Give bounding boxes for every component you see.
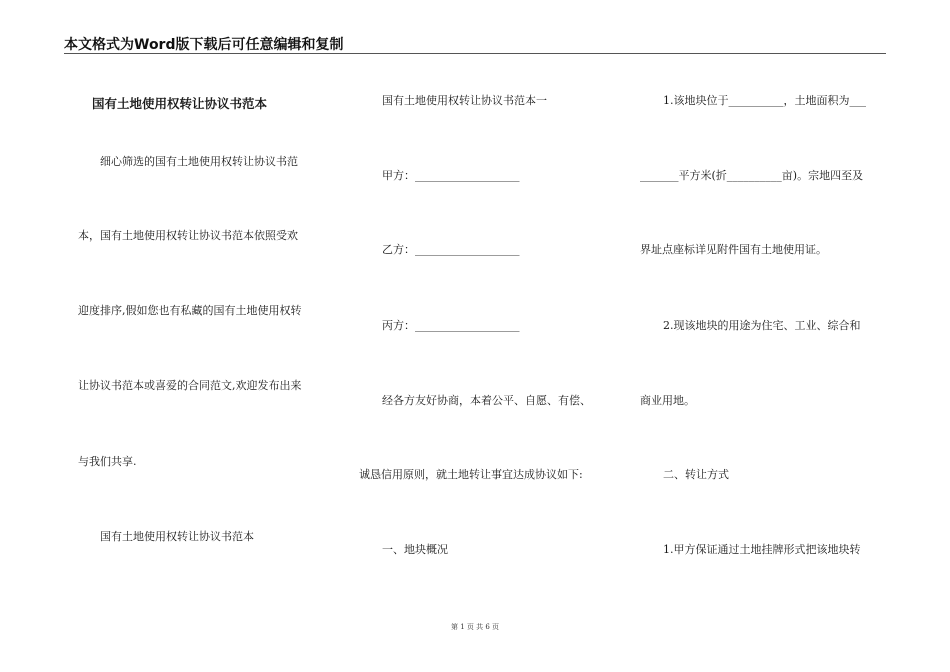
col1-line-5: 与我们共享. (78, 455, 137, 468)
col1-line-6: 国有土地使用权转让协议书范本 (100, 530, 254, 543)
col1-line-3: 迎度排序,假如您也有私藏的国有土地使用权转 (78, 304, 302, 317)
page-number: 第 1 页 共 6 页 (450, 623, 500, 631)
col3-line-5: 商业用地。 (640, 394, 695, 407)
col2-line-1: 国有土地使用权转让协议书范本一 (382, 94, 547, 107)
col3-line-1: 1.该地块位于__________，土地面积为___ (663, 94, 866, 107)
col2-line-5: 经各方友好协商，本着公平、自愿、有偿、 (382, 394, 591, 407)
col3-line-7: 1.甲方保证通过土地挂牌形式把该地块转 (663, 543, 861, 556)
col2-line-4: 丙方：___________________ (382, 319, 520, 332)
header-rule-top (64, 53, 886, 54)
col1-line-4: 让协议书范本或喜爱的合同范文,欢迎发布出来 (78, 379, 302, 392)
col2-line-2: 甲方：___________________ (382, 169, 520, 182)
document-header-title: 本文格式为Word版下载后可任意编辑和复制 (64, 37, 344, 53)
col3-line-3: 界址点座标详见附件国有土地使用证。 (640, 243, 827, 256)
col1-line-2: 本，国有土地使用权转让协议书范本依照受欢 (78, 229, 298, 242)
col1-line-1: 细心筛选的国有土地使用权转让协议书范 (100, 155, 298, 168)
col3-line-6: 二、转让方式 (663, 468, 729, 481)
col3-line-2: _______平方米(折__________亩)。宗地四至及 (640, 169, 864, 182)
col2-line-6: 诚恳信用原则，就土地转让事宜达成协议如下: (359, 468, 583, 481)
col2-line-7: 一、地块概况 (382, 543, 448, 556)
document-title: 国有土地使用权转让协议书范本 (92, 96, 268, 111)
col3-line-4: 2.现该地块的用途为住宅、工业、综合和 (663, 319, 861, 332)
col2-line-3: 乙方：___________________ (382, 243, 520, 256)
